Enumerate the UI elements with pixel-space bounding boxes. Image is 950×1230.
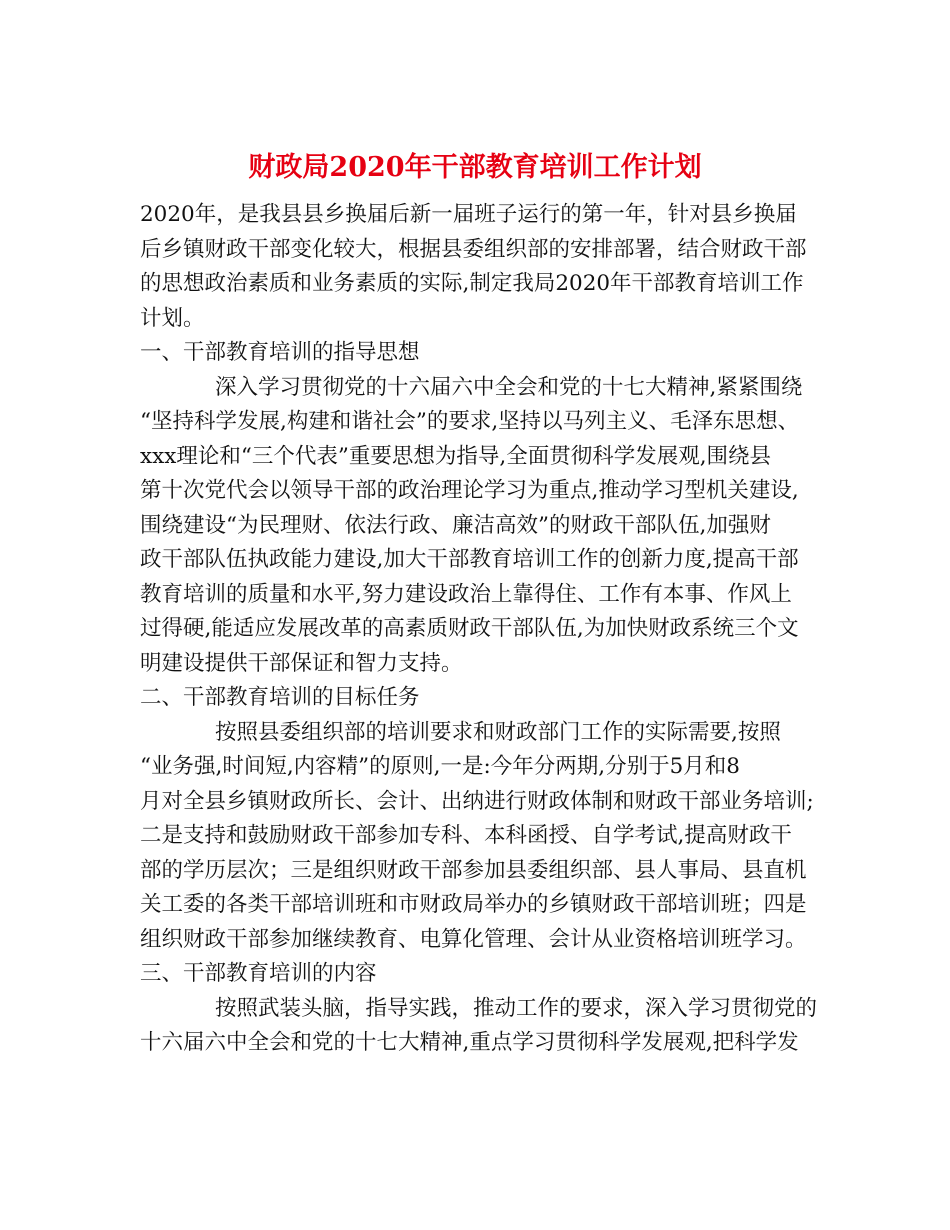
text-line: 十六届六中全会和党的十七大精神,重点学习贯彻科学发展观,把科学发 [140, 1030, 799, 1055]
text-line: 三、干部教育培训的内容 [140, 961, 377, 986]
text-line: xxx理论和“三个代表”重要思想为指导,全面贯彻科学发展观,围绕县 [140, 443, 772, 469]
document-title: 财政局2020年干部教育培训工作计划 [248, 152, 702, 184]
text-line: 按照县委组织部的培训要求和财政部门工作的实际需要,按照 [215, 719, 781, 745]
text-line: 二、干部教育培训的目标任务 [140, 685, 420, 710]
text-line: 第十次党代会以领导干部的政治理论学习为重点,推动学习型机关建设, [140, 478, 799, 503]
text-line: 围绕建设“为民理财、依法行政、廉洁高效”的财政干部队伍,加强财 [140, 512, 771, 538]
text-line: 明建设提供干部保证和智力支持。 [140, 650, 463, 676]
text-line: 二是支持和鼓励财政干部参加专科、本科函授、自学考试,提高财政干 [140, 823, 792, 848]
text-line: 按照武装头脑，指导实践，推动工作的要求，深入学习贯彻党的 [215, 995, 818, 1021]
text-line: 计划。 [140, 305, 205, 331]
text-line: 深入学习贯彻党的十六届六中全会和党的十七大精神,紧紧围绕 [215, 374, 803, 400]
text-line: 的思想政治素质和业务素质的实际,制定我局2020年干部教育培训工作 [140, 271, 804, 296]
text-line: 关工委的各类干部培训班和市财政局举办的乡镇财政干部培训班；四是 [140, 892, 807, 917]
text-line: 后乡镇财政干部变化较大，根据县委组织部的安排部署，结合财政干部 [140, 236, 807, 262]
text-line: 教育培训的质量和水平,努力建设政治上靠得住、工作有本事、作风上 [140, 581, 792, 607]
text-line: “坚持科学发展,构建和谐社会”的要求,坚持以马列主义、毛泽东思想、 [140, 409, 800, 434]
text-line: “业务强,时间短,内容精”的原则,一是:今年分两期,分别于5月和8 [140, 754, 740, 779]
document-body [140, 198, 820, 1061]
text-line: 月对全县乡镇财政所长、会计、出纳进行财政体制和财政干部业务培训; [140, 788, 814, 814]
text-line: 2020年，是我县县乡换届后新一届班子运行的第一年，针对县乡换届 [140, 202, 797, 227]
text-line: 部的学历层次；三是组织财政干部参加县委组织部、县人事局、县直机 [140, 857, 807, 883]
text-line: 过得硬,能适应发展改革的高素质财政干部队伍,为加快财政系统三个文 [140, 616, 799, 641]
text-line: 组织财政干部参加继续教育、电算化管理、会计从业资格培训班学习。 [140, 926, 807, 952]
text-line: 政干部队伍执政能力建设,加大干部教育培训工作的创新力度,提高干部 [140, 547, 799, 572]
text-line: 一、干部教育培训的指导思想 [140, 340, 420, 365]
